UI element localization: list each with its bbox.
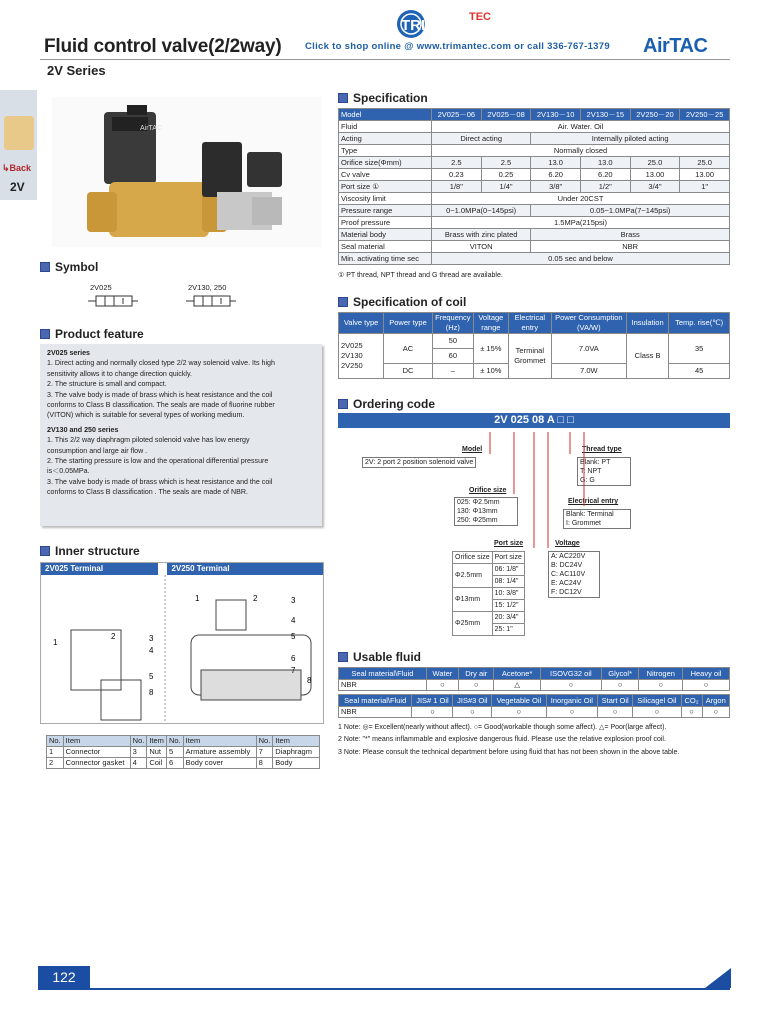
table-row: No. Item No. Item No. Item No. Item <box>47 736 320 747</box>
section-bullet-icon <box>338 297 348 307</box>
feature-line: 1. Direct acting and normally closed type 2/2 way solenoid valve. Its high <box>47 359 275 368</box>
section-bullet-icon <box>40 546 50 556</box>
spec-model: 2V130－15 <box>580 109 630 121</box>
table-row: 60 <box>339 349 730 364</box>
section-bullet-icon <box>338 652 348 662</box>
fluid-heading: Usable fluid <box>338 650 421 664</box>
spec-model: 2V130－10 <box>531 109 581 121</box>
spec-model: 2V025－08 <box>481 109 531 121</box>
valve-thumbnail <box>4 116 34 150</box>
port-table: Orifice size Port size Φ2.5mm 06: 1/8" 08: 1/4" Φ13mm 10: 3/8" 15: 1/2" Φ25mm 20: 3/4" 25: 1" <box>452 551 525 636</box>
page-title: Fluid control valve(2/2way) <box>44 36 282 57</box>
model-value: 2V: 2 port 2 position solenoid valve <box>362 457 476 468</box>
table-row: Pressure range 0~1.0MPa(0~145psi) 0.05~1.0MPa(7~145psi) <box>339 205 730 217</box>
table-row: 08: 1/4" <box>453 576 525 588</box>
feature-line: sensitivity allows it to change direction quickly. <box>47 369 192 378</box>
airtac-logo: AirTAC <box>643 35 708 57</box>
table-row: Fluid Air. Water. Oil <box>339 121 730 133</box>
back-arrow-icon: ↳ <box>2 163 10 173</box>
table-row: Min. activating time sec 0.05 sec and below <box>339 253 730 265</box>
side-series-label: 2V <box>10 180 25 194</box>
spec-heading: Specification <box>338 91 428 105</box>
table-row: NBR ○ ○ △ ○ ○ ○ ○ <box>339 680 730 691</box>
ordering-connectors <box>338 428 730 618</box>
valve-symbol-icon <box>86 294 146 313</box>
table-row: 15: 1/2" <box>453 600 525 612</box>
feature-line: (VITON) which is suitable for several types of working medium. <box>47 411 245 420</box>
entry-box: Blank: Terminal I: Grommet <box>563 509 631 529</box>
side-tab[interactable] <box>0 90 37 200</box>
table-row: Φ2.5mm 06: 1/8" <box>453 564 525 576</box>
series-title: 2V Series <box>47 63 106 78</box>
feature-line: 2. The structure is small and compact. <box>47 380 167 389</box>
feature-heading: Product feature <box>40 327 144 341</box>
shop-link[interactable]: Click to shop online @ www.trimantec.com or call 336-767-1379 <box>305 41 610 52</box>
table-row: Seal material VITON NBR <box>339 241 730 253</box>
inner-heading: Inner structure <box>40 544 140 558</box>
airtac-mark-icon <box>705 968 731 993</box>
back-label: Back <box>9 163 32 173</box>
tec-logo-text: TEC <box>469 11 491 23</box>
orifice-label: Orifice size <box>469 487 507 494</box>
table-row: 1 Connector 3 Nut 5 Armature assembly 7 Diaphragm <box>47 747 320 758</box>
callout: 4 <box>291 616 296 625</box>
model-label: Model <box>462 446 483 453</box>
thread-label: Thread type <box>582 446 622 453</box>
table-row: NBR ○ ○ ○ ○ ○ ○ ○ ○ <box>339 707 730 718</box>
feature-box <box>40 344 322 526</box>
callout: 1 <box>53 638 58 647</box>
inner-structure-panel <box>40 562 324 724</box>
callout: 8 <box>149 688 154 697</box>
photo-brand: AirTAC <box>140 125 163 132</box>
table-row: Type Normally closed <box>339 145 730 157</box>
page-number: 122 <box>38 966 90 988</box>
table-row: Proof pressure 1.5MPa(215psi) <box>339 217 730 229</box>
spec-model-label: Model <box>339 109 432 121</box>
table-row: Orifice size(Φmm) 2.5 2.5 13.0 13.0 25.0 25.0 <box>339 157 730 169</box>
table-row: Φ13mm 10: 3/8" <box>453 588 525 600</box>
inner-structure-drawing <box>41 575 321 723</box>
section-bullet-icon <box>40 329 50 339</box>
feature-block-title: 2V130 and 250 series <box>47 425 119 434</box>
feature-line: conforms to Class B classification . The seals are made of NBR. <box>47 488 248 497</box>
table-row: 2V025 2V130 2V250 AC 50 ± 15% Terminal Grommet 7.0VA Class B 35 <box>339 334 730 349</box>
section-bullet-icon <box>40 262 50 272</box>
ordering-code: 2V 025 08 A □ □ <box>338 413 730 428</box>
coil-heading: Specification of coil <box>338 295 466 309</box>
feature-line: conforms to Class B classification. The seals are made of fluorine rubber <box>47 401 275 410</box>
table-row: DC – ± 10% 7.0W 45 <box>339 364 730 379</box>
table-row: Port size ① 1/8" 1/4" 3/8" 1/2" 3/4" 1" <box>339 181 730 193</box>
header-divider <box>40 59 730 60</box>
panel-title-a: 2V025 Terminal <box>41 563 158 575</box>
port-label: Port size <box>494 540 524 547</box>
callout: 2 <box>111 632 116 641</box>
callout: 5 <box>149 672 154 681</box>
coil-table: Valve type Power type Frequency (Hz) Voltage range Electrical entry Power Consumption (VA/W) Insulation Temp. rise(℃) 2V025 2V130 2V250 AC 50 ± 15% Terminal Grommet 7.0VA Class B 35 60 DC – ± 10% 7.0W 45 <box>338 312 730 379</box>
section-bullet-icon <box>338 93 348 103</box>
callout: 4 <box>149 646 154 655</box>
callout: 8 <box>307 676 312 685</box>
entry-label: Electrical entry <box>568 498 619 505</box>
symbol-label-b: 2V130, 250 <box>188 283 227 292</box>
triman-logo[interactable] <box>395 6 495 40</box>
callout: 3 <box>291 596 296 605</box>
ordering-heading: Ordering code <box>338 397 435 411</box>
callout: 5 <box>291 632 296 641</box>
callout: 7 <box>291 666 296 675</box>
symbol-label-a: 2V025 <box>90 283 112 292</box>
parts-table <box>46 735 320 769</box>
fluid-note: 2 Note: "*" means inflammable and explosive dangerous fluid. Please use the relative explosion proof coil. <box>338 736 666 743</box>
feature-line: is＜0.05MPa. <box>47 467 90 476</box>
spec-model: 2V250－20 <box>630 109 680 121</box>
feature-line: 1. This 2/2 way diaphragm piloted solenoid valve has low energy <box>47 436 250 445</box>
callout: 2 <box>253 594 258 603</box>
valve-symbol-pilot-icon <box>184 294 244 313</box>
spec-model: 2V025－06 <box>432 109 482 121</box>
feature-block-title: 2V025 series <box>47 349 90 357</box>
section-bullet-icon <box>338 399 348 409</box>
product-photo <box>52 97 322 247</box>
callout: 6 <box>291 654 296 663</box>
table-row: Viscosity limit Under 20CST <box>339 193 730 205</box>
callout: 3 <box>149 634 154 643</box>
back-link[interactable] <box>2 163 31 174</box>
feature-line: 3. The valve body is made of brass which is heat resistance and the coil <box>47 477 273 486</box>
triman-logo-text: TRIMAN <box>401 17 460 34</box>
voltage-box: A: AC220V B: DC24V C: AC110V E: AC24V F: DC12V <box>548 551 600 598</box>
spec-table <box>338 108 730 265</box>
spec-footnote: ① PT thread, NPT thread and G thread are available. <box>338 272 503 279</box>
symbol-heading: Symbol <box>40 260 98 274</box>
table-row: 25: 1" <box>453 624 525 636</box>
orifice-box: 025: Φ2.5mm 130: Φ13mm 250: Φ25mm <box>454 497 518 526</box>
footer-line <box>38 988 730 990</box>
callout: 1 <box>195 594 200 603</box>
feature-line: 2. The starting pressure is low and the operational differential pressure <box>47 457 269 466</box>
feature-line: consumption and large air flow . <box>47 446 148 455</box>
feature-line: 3. The valve body is made of brass which is heat resistance and the coil <box>47 390 273 399</box>
voltage-label: Voltage <box>555 540 580 547</box>
fluid-table-1: Seal material\Fluid Water Dry air Acetone* ISOVG32 oil Glycol* Nitrogen Heavy oil NBR ○ ○ △ ○ ○ ○ ○ <box>338 667 730 691</box>
fluid-table-2: Seal material\Fluid JIS# 1 Oil JIS#3 Oil Vegetable Oil Inorganic Oil Start Oil Silicagel Oil CO₂ Argon NBR ○ ○ ○ ○ ○ ○ ○ ○ <box>338 694 730 718</box>
spec-model: 2V250－25 <box>680 109 730 121</box>
table-row: 2 Connector gasket 4 Coil 6 Body cover 8 Body <box>47 758 320 769</box>
table-row: Acting Direct acting Internally piloted acting <box>339 133 730 145</box>
table-row: Φ25mm 20: 3/4" <box>453 612 525 624</box>
fluid-note: 1 Note: ◎= Excellent(nearly without affect). ○= Good(workable though some affect). △= Poor(large affect). <box>338 724 667 731</box>
table-row: Material body Brass with zinc plated Brass <box>339 229 730 241</box>
table-row: Cv valve 0.23 0.25 6.20 6.20 13.00 13.00 <box>339 169 730 181</box>
thread-box: Blank: PT T: NPT G: G <box>577 457 631 486</box>
fluid-note: 3 Note: Please consult the technical department before using fluid that has not been shown in the above table. <box>338 749 680 756</box>
panel-title-b: 2V250 Terminal <box>167 563 323 575</box>
